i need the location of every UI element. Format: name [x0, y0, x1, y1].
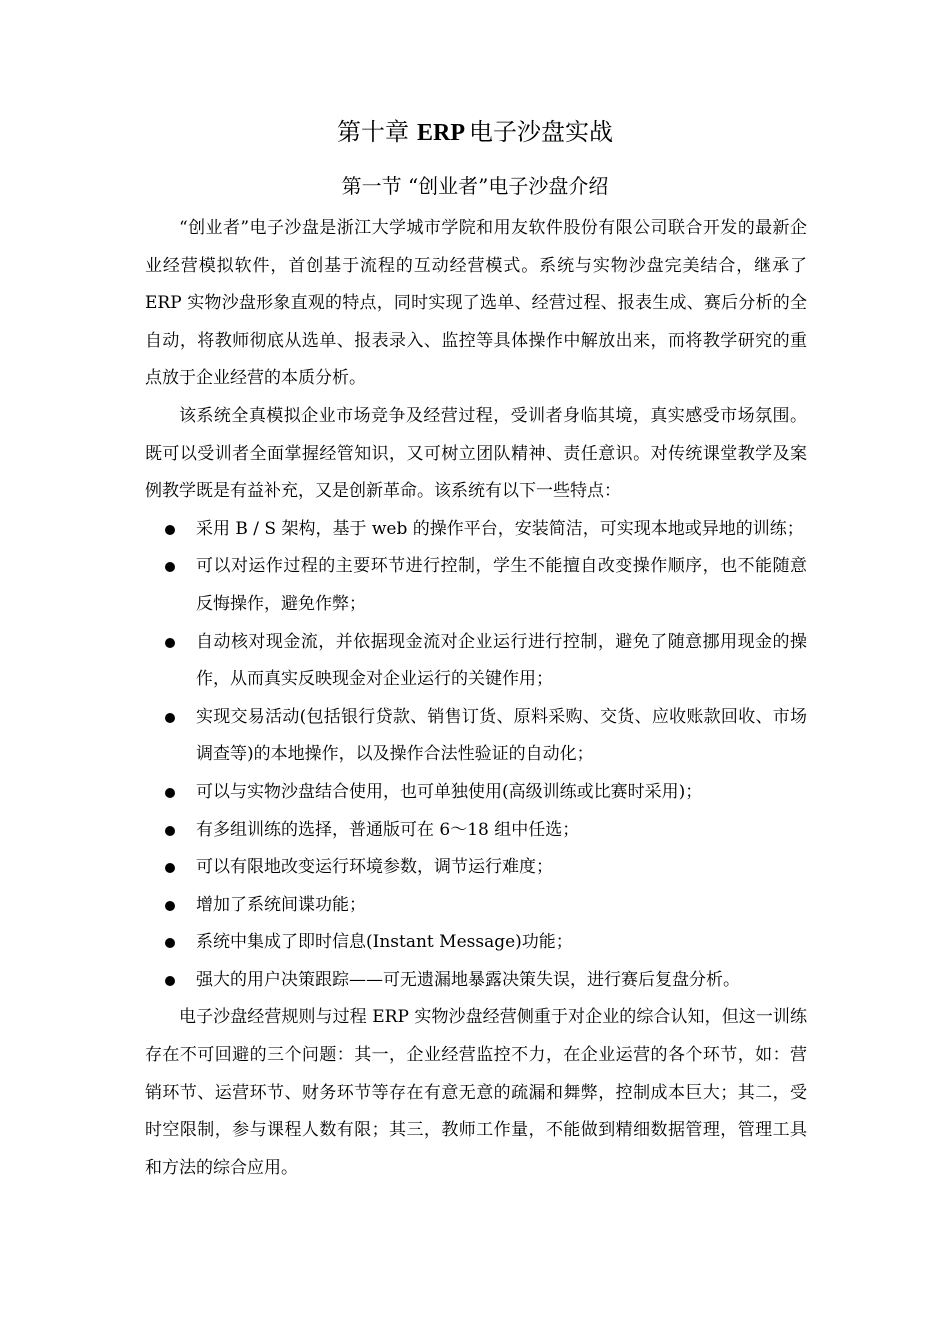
list-item-text: 实现交易活动(包括银行贷款、销售订货、原料采购、交货、应收账款回收、市场调查等)的本地操作，以及操作合法性验证的自动化；: [196, 706, 807, 765]
document-body: [145, 210, 807, 1187]
list-item: [145, 924, 807, 962]
list-item: [145, 962, 807, 1000]
intro-paragraph: “创业者”电子沙盘是浙江大学城市学院和用友软件股份有限公司联合开发的最新企业经营模拟软件，首创基于流程的互动经营模式。系统与实物沙盘完美结合，继承了 ERP 实物沙盘形象直观的特点，同时实现了选单、经营过程、报表生成、赛后分析的全自动，将教师彻底从选单、报表录入、监控等具体操作中解放出来，而将教学研究的重点放于企业经营的本质分析。: [145, 218, 807, 389]
list-item: [145, 812, 807, 850]
list-item: [145, 511, 807, 549]
list-item: [145, 849, 807, 887]
bullet-icon: [165, 788, 175, 798]
bullet-icon: [165, 713, 175, 723]
bullet-icon: [165, 525, 175, 535]
list-item: [145, 624, 807, 699]
bullet-icon: [165, 976, 175, 986]
list-item-text: 采用 B / S 架构，基于 web 的操作平台，安装简洁，可实现本地或异地的训练；: [196, 518, 804, 539]
list-item-text: 有多组训练的选择，普通版可在 6～18 组中任选；: [196, 819, 580, 840]
list-item-text: 自动核对现金流，并依据现金流对企业运行进行控制，避免了随意挪用现金的操作，从而真实反映现金对企业运行的关键作用；: [196, 631, 807, 690]
chapter-number: 第十章: [337, 118, 409, 146]
feature-list: [145, 511, 807, 1000]
chapter-code: ERP: [417, 120, 465, 146]
chapter-name: 电子沙盘实战: [469, 118, 613, 146]
bullet-icon: [165, 638, 175, 648]
bullet-icon: [165, 938, 175, 948]
chapter-title: [0, 112, 950, 153]
section-title: 第一节 “创业者”电子沙盘介绍: [341, 174, 609, 198]
list-item-text: 系统中集成了即时信息(Instant Message)功能；: [196, 932, 573, 953]
list-item-text: 强大的用户决策跟踪——可无遗漏地暴露决策失误，进行赛后复盘分析。: [196, 969, 740, 990]
closing-paragraph: 电子沙盘经营规则与过程 ERP 实物沙盘经营侧重于对企业的综合认知，但这一训练存在不可回避的三个问题：其一，企业经营监控不力，在企业运营的各个环节，如：营销环节、运营环节、财务环节等存在有意无意的疏漏和舞弊，控制成本巨大；其二，受时空限制，参与课程人数有限；其三，教师工作量，不能做到精细数据管理，管理工具和方法的综合应用。: [145, 1007, 807, 1178]
bullet-icon: [165, 562, 175, 572]
list-item: [145, 548, 807, 623]
list-item: [145, 699, 807, 774]
bullet-icon: [165, 826, 175, 836]
list-item-text: 可以与实物沙盘结合使用，也可单独使用(高级训练或比赛时采用)；: [196, 781, 703, 802]
bullet-icon: [165, 901, 175, 911]
list-item-text: 可以对运作过程的主要环节进行控制，学生不能擅自改变操作顺序，也不能随意反悔操作，避免作弊；: [196, 556, 807, 614]
list-item-text: 可以有限地改变运行环境参数，调节运行难度；: [196, 857, 553, 878]
list-item: [145, 774, 807, 812]
list-item: [145, 887, 807, 925]
list-item-text: 增加了系统间谍功能；: [196, 894, 366, 915]
bullet-icon: [165, 863, 175, 873]
features-intro-paragraph: 该系统全真模拟企业市场竞争及经营过程，受训者身临其境，真实感受市场氛围。既可以受训者全面掌握经管知识，又可树立团队精神、责任意识。对传统课堂教学及案例教学既是有益补充，又是创新革命。该系统有以下一些特点：: [145, 405, 807, 502]
